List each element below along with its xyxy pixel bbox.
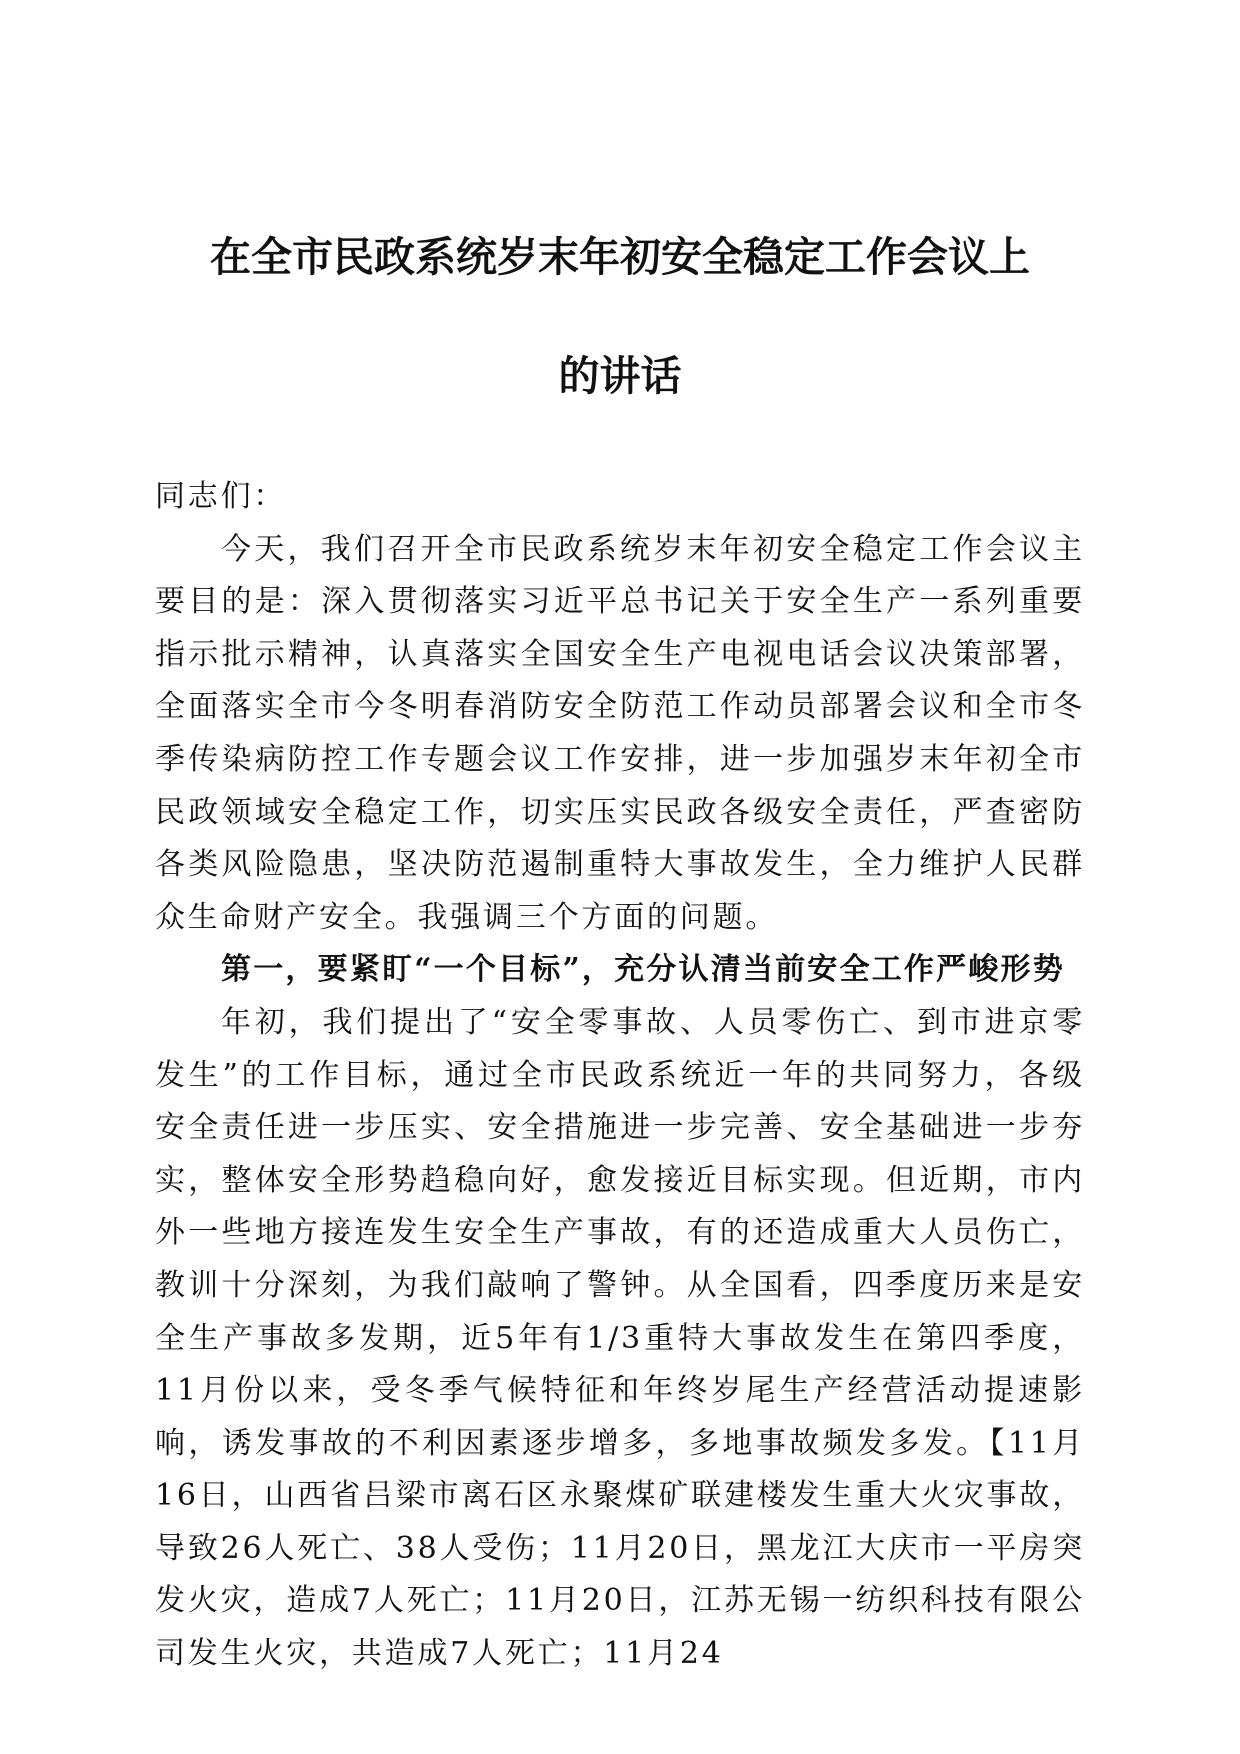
intro-paragraph: 今天，我们召开全市民政系统岁末年初安全稳定工作会议主要目的是：深入贯彻落实习近平总书记关于安全生产一系列重要指示批示精神，认真落实全国安全生产电视电话会议决策部署，全面落实全市今冬明春消防安全防范工作动员部署会议和全市冬季传染病防控工作专题会议工作安排，进一步加强岁末年初全市民政领域安全稳定工作，切实压实民政各级安全责任，严查密防各类风险隐患，坚决防范遏制重特大事故发生，全力维护人民群众生命财产安全。我强调三个方面的问题。 xyxy=(155,531,1085,935)
document-title-line-1: 在全市民政系统岁末年初安全稳定工作会议上 xyxy=(210,233,1030,281)
document-body xyxy=(155,471,1085,1681)
section-1-heading: 第一，要紧盯“一个目标”，充分认清当前安全工作严峻形势 xyxy=(221,952,1065,988)
section-1-paragraph: 年初，我们提出了“安全零事故、人员零伤亡、到市进京零发生”的工作目标，通过全市民政系统近一年的共同努力，各级安全责任进一步压实、安全措施进一步完善、安全基础进一步夯实，整体安全形势趋稳向好，愈发接近目标实现。但近期，市内外一些地方接连发生安全生产事故，有的还造成重大人员伤亡，教训十分深刻，为我们敲响了警钟。从全国看，四季度历来是安全生产事故多发期，近5年有1/3重特大事故发生在第四季度，11月份以来，受冬季气候特征和年终岁尾生产经营活动提速影响，诱发事故的不利因素逐步增多，多地事故频发多发。【11月16日，山西省吕梁市离石区永聚煤矿联建楼发生重大火灾事故，导致26人死亡、38人受伤；11月20日，黑龙江大庆市一平房突发火灾，造成7人死亡；11月20日，江苏无锡一纺织科技有限公司发生火灾，共造成7人死亡；11月24 xyxy=(155,1004,1085,1672)
salutation: 同志们： xyxy=(155,479,287,514)
document-title-line-2: 的讲话 xyxy=(558,352,682,400)
